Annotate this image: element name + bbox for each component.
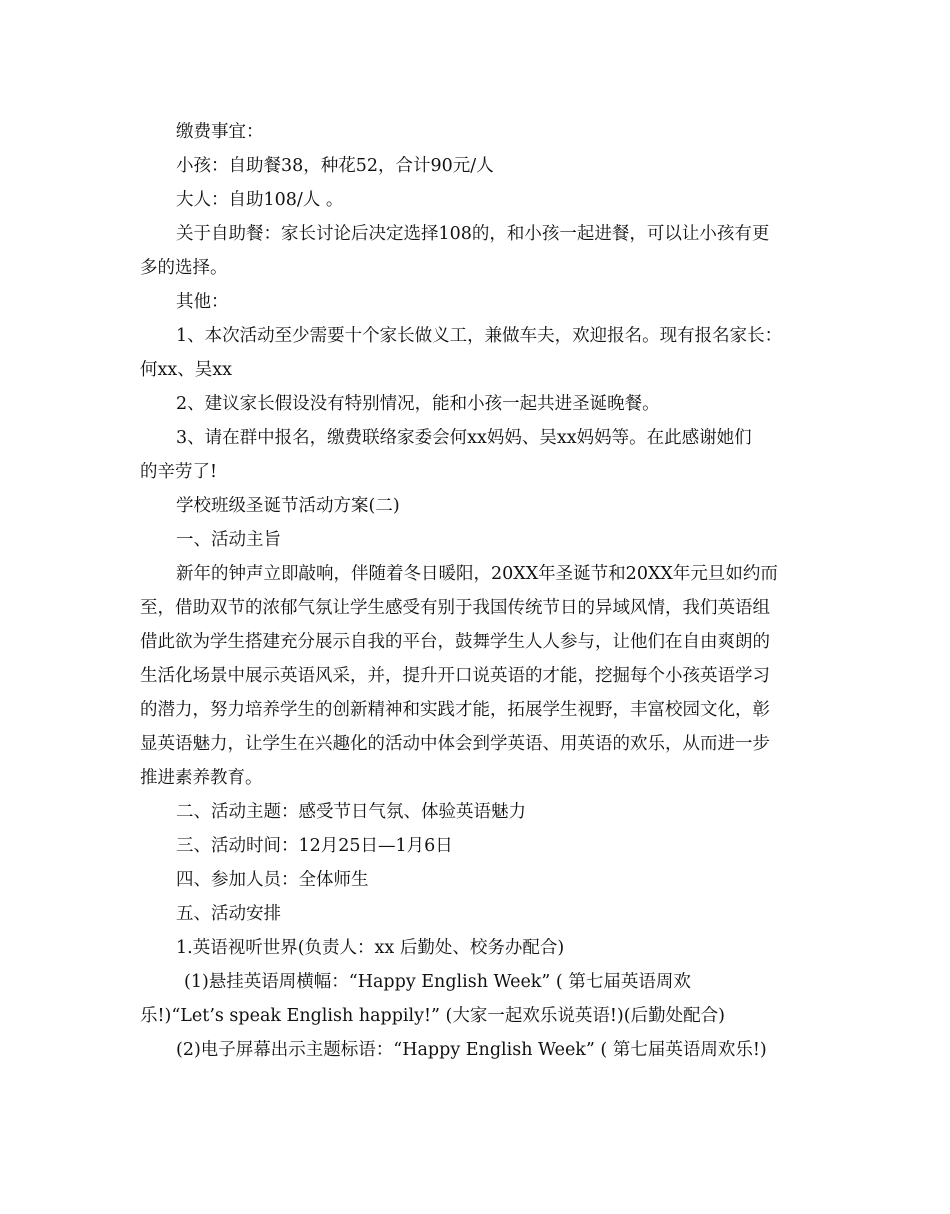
section-heading: 三、活动时间：12月25日—1月6日 <box>176 836 453 856</box>
text-line: 小孩：自助餐38，种花52，合计90元/人 <box>176 156 494 176</box>
text-line: 大人：自助108/人 。 <box>176 190 344 210</box>
text-line: 其他： <box>176 292 229 312</box>
text-line: 何xx、吴xx <box>140 360 232 380</box>
text-line: 显英语魅力，让学生在兴趣化的活动中体会到学英语、用英语的欢乐，从而进一步 <box>140 734 770 754</box>
text-line: 关于自助餐：家长讨论后决定选择108的，和小孩一起进餐，可以让小孩有更 <box>176 224 770 244</box>
text-line: 3、请在群中报名，缴费联络家委会何xx妈妈、吴xx妈妈等。在此感谢她们 <box>176 428 752 448</box>
section-heading: 四、参加人员：全体师生 <box>176 870 369 890</box>
text-line: 的辛劳了! <box>140 462 218 482</box>
text-line: 的潜力，努力培养学生的创新精神和实践才能，拓展学生视野，丰富校园文化，彰 <box>140 700 770 720</box>
text-line: 1.英语视听世界(负责人：xx 后勤处、校务办配合) <box>176 938 565 958</box>
document-body <box>140 115 816 1067</box>
text-line: 借此欲为学生搭建充分展示自我的平台，鼓舞学生人人参与，让他们在自由爽朗的 <box>140 632 770 652</box>
section-heading: 二、活动主题：感受节日气氛、体验英语魅力 <box>176 802 526 822</box>
text-line: (2)电子屏幕出示主题标语：“Happy English Week” ( 第七届英语周欢乐!) <box>176 1040 767 1060</box>
section-title: 学校班级圣诞节活动方案(二) <box>176 496 400 516</box>
text-line: 至，借助双节的浓郁气氛让学生感受有别于我国传统节日的异域风情，我们英语组 <box>140 598 770 618</box>
text-line: 缴费事宜： <box>176 122 264 142</box>
text-line: 2、建议家长假设没有特别情况，能和小孩一起共进圣诞晚餐。 <box>176 394 660 414</box>
text-line: 1、本次活动至少需要十个家长做义工，兼做车夫，欢迎报名。现有报名家长： <box>176 326 783 346</box>
section-heading: 一、活动主旨 <box>176 530 281 550</box>
text-line: 多的选择。 <box>140 258 228 278</box>
section-heading: 五、活动安排 <box>176 904 281 924</box>
text-line: (1)悬挂英语周横幅：“Happy English Week” ( 第七届英语周欢 <box>184 972 691 992</box>
text-line: 新年的钟声立即敲响，伴随着冬日暖阳，20XX年圣诞节和20XX年元旦如约而 <box>176 564 778 584</box>
text-line: 推进素养教育。 <box>140 768 263 788</box>
text-line: 生活化场景中展示英语风采，并，提升开口说英语的才能，挖掘每个小孩英语学习 <box>140 666 770 686</box>
text-line: 乐!)“Let’s speak English happily!” (大家一起欢乐说英语!)(后勤处配合) <box>140 1006 725 1026</box>
